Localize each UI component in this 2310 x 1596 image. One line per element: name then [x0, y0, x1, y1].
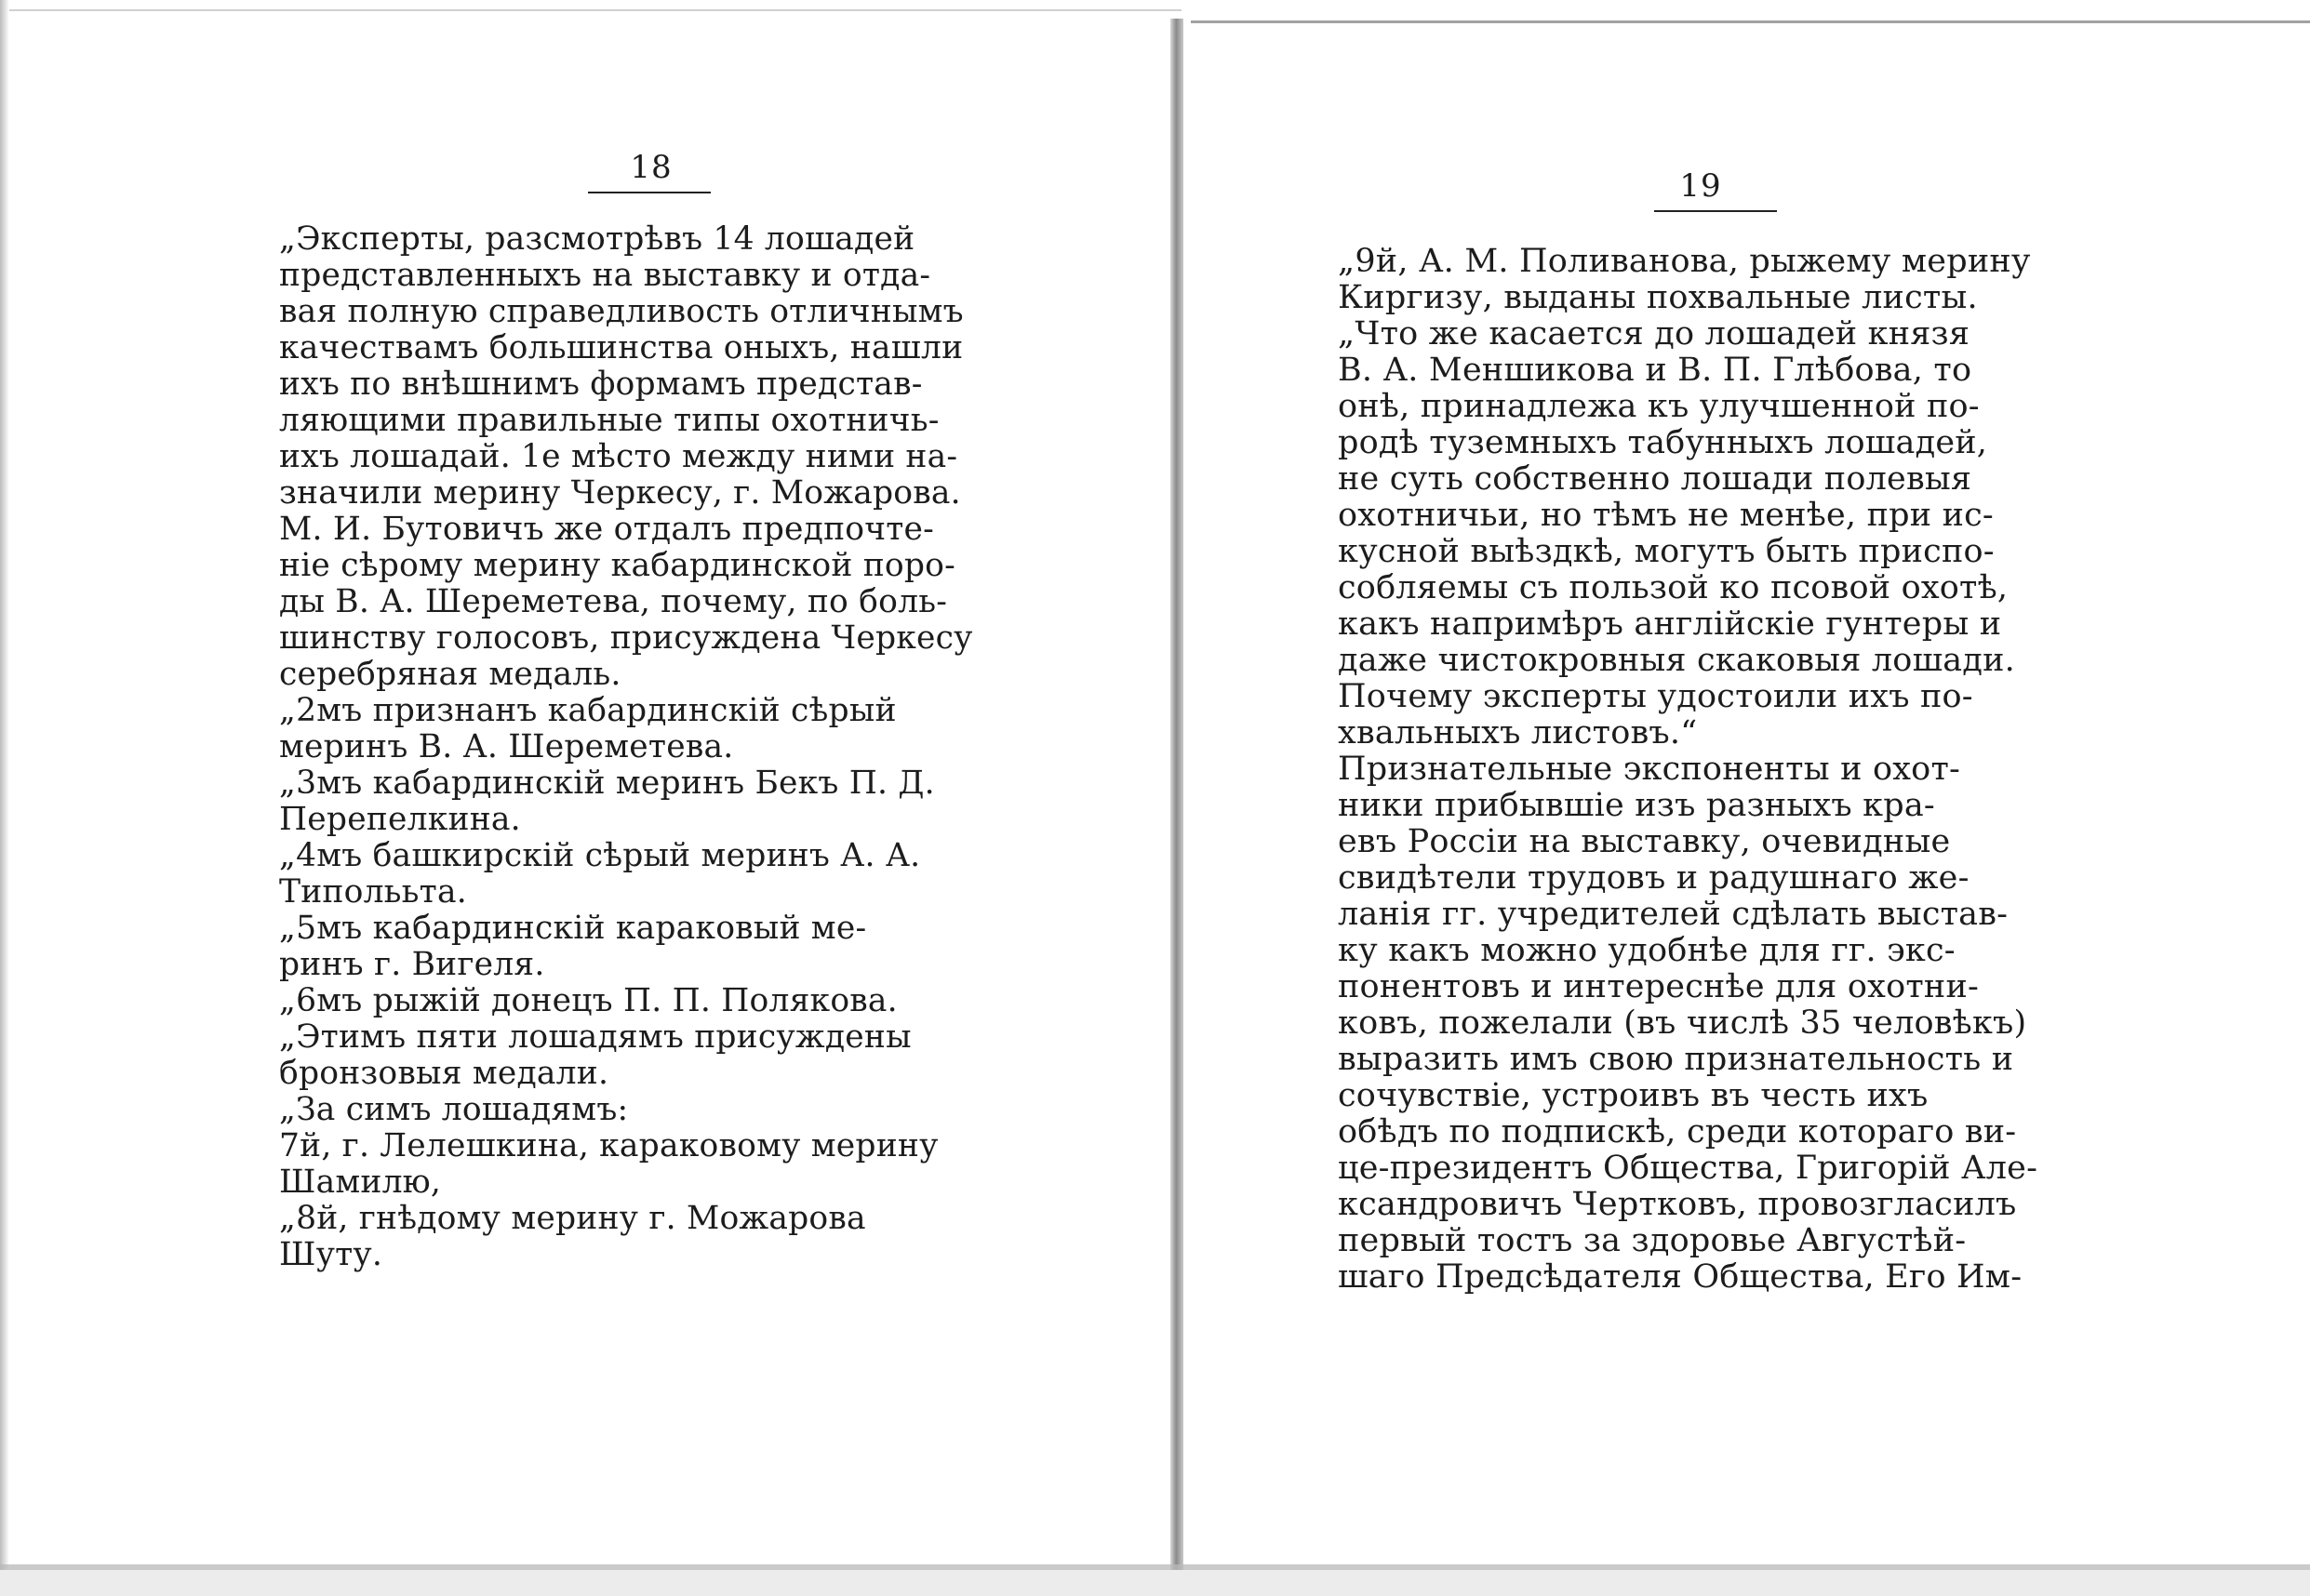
- text-line: меринъ В. А. Шереметева.: [279, 729, 734, 765]
- text-line: ляющими правильные типы охотничь-: [279, 403, 940, 439]
- text-line: хвальныхъ листовъ.“: [1338, 715, 1698, 751]
- text-line: „5мъ кабардинскій караковый ме-: [279, 911, 867, 947]
- text-line: „8й, гнѣдому мерину г. Можарова: [279, 1201, 866, 1237]
- text-line: „Этимъ пяти лошадямъ присуждены: [279, 1019, 912, 1056]
- text-line: онѣ, принадлежа къ улучшенной по-: [1338, 389, 1980, 425]
- text-line: Признательные экспоненты и охот-: [1338, 751, 1961, 788]
- text-line: „3мъ кабардинскій меринъ Бекъ П. Д.: [279, 765, 935, 802]
- text-line: качествамъ большинства оныхъ, нашли: [279, 330, 964, 366]
- scanner-bed: [0, 1570, 2310, 1596]
- text-line: М. И. Бутовичъ же отдалъ предпочте-: [279, 512, 935, 548]
- top-edge-left: [0, 9, 1182, 11]
- right-page-text: [1338, 244, 2082, 1296]
- text-line: ихъ лошадай. 1е мѣсто между ними на-: [279, 439, 958, 475]
- text-line: В. А. Меншикова и В. П. Глѣбова, то: [1338, 352, 1972, 389]
- text-line: ланія гг. учредителей сдѣлать выстав-: [1338, 897, 2009, 933]
- left-page-number: 18: [630, 149, 673, 186]
- text-line: ды В. А. Шереметева, почему, по боль-: [279, 584, 948, 620]
- text-line: ку какъ можно удобнѣе для гг. экс-: [1338, 933, 1956, 969]
- text-line: ніе сѣрому мерину кабардинской поро-: [279, 548, 955, 584]
- text-line: выразить имъ свою признательность и: [1338, 1042, 2014, 1078]
- text-line: свидѣтели трудовъ и радушнаго же-: [1338, 860, 1970, 897]
- text-line: понентовъ и интереснѣе для охотни-: [1338, 969, 1979, 1005]
- book-gutter: [1170, 19, 1183, 1581]
- text-line: ники прибывшіе изъ разныхъ кра-: [1338, 788, 1935, 824]
- text-line: Шамилю,: [279, 1164, 442, 1201]
- text-line: шаго Предсѣдателя Общества, Его Им-: [1338, 1259, 2023, 1296]
- text-line: шинству голосовъ, присуждена Черкесу: [279, 620, 973, 657]
- text-line: представленныхъ на выставку и отда-: [279, 258, 931, 294]
- text-line: „За симъ лошадямъ:: [279, 1092, 629, 1128]
- text-line: „2мъ признанъ кабардинскій сѣрый: [279, 693, 897, 729]
- left-page-number-rule: [588, 192, 711, 193]
- left-edge-shadow: [0, 0, 9, 1596]
- text-line: какъ напримѣръ англійскіе гунтеры и: [1338, 606, 2002, 643]
- text-line: значили мерину Черкесу, г. Можарова.: [279, 475, 961, 512]
- text-line: „Что же касается до лошадей князя: [1338, 316, 1970, 352]
- text-line: собляемы съ пользой ко псовой охотѣ,: [1338, 570, 2009, 606]
- text-line: охотничьи, но тѣмъ не менѣе, при ис-: [1338, 498, 1994, 534]
- text-line: 7й, г. Лелешкина, караковому мерину: [279, 1128, 939, 1164]
- text-line: Шуту.: [279, 1237, 383, 1273]
- text-line: сочувствіе, устроивъ въ честь ихъ: [1338, 1078, 1929, 1114]
- text-line: ринъ г. Вигеля.: [279, 947, 545, 983]
- text-line: Перепелкина.: [279, 802, 521, 838]
- top-edge-right: [1191, 20, 2310, 23]
- text-line: первый тостъ за здоровье Августѣй-: [1338, 1223, 1967, 1259]
- text-line: ксандровичъ Чертковъ, провозгласилъ: [1338, 1187, 2017, 1223]
- text-line: вая полную справедливость отличнымъ: [279, 294, 964, 330]
- text-line: родѣ туземныхъ табунныхъ лошадей,: [1338, 425, 1988, 461]
- text-line: бронзовыя медали.: [279, 1056, 609, 1092]
- text-line: „Эксперты, разсмотрѣвъ 14 лошадей: [279, 221, 915, 258]
- text-line: Почему эксперты удостоили ихъ по-: [1338, 679, 1973, 715]
- text-line: „6мъ рыжій донецъ П. П. Полякова.: [279, 983, 898, 1019]
- right-page-number-rule: [1654, 210, 1777, 212]
- text-line: ковъ, пожелали (въ числѣ 35 человѣкъ): [1338, 1005, 2027, 1042]
- text-line: не суть собственно лошади полевыя: [1338, 461, 1972, 498]
- text-line: це-президентъ Общества, Григорій Але-: [1338, 1150, 2038, 1187]
- text-line: кусной выѣздкѣ, могутъ быть приспо-: [1338, 534, 1995, 570]
- text-line: серебряная медаль.: [279, 657, 621, 693]
- text-line: Киргизу, выданы похвальные листы.: [1338, 280, 1978, 316]
- text-line: даже чистокровныя скаковыя лошади.: [1338, 643, 2015, 679]
- left-page-text: [279, 221, 1023, 1273]
- text-line: обѣдъ по подпискѣ, среди котораго ви-: [1338, 1114, 2017, 1150]
- text-line: „4мъ башкирскій сѣрый меринъ А. А.: [279, 838, 921, 874]
- text-line: евъ Россіи на выставку, очевидные: [1338, 824, 1951, 860]
- text-line: Типолььта.: [279, 874, 467, 911]
- right-page-number: 19: [1679, 167, 1722, 205]
- text-line: ихъ по внѣшнимъ формамъ представ-: [279, 366, 923, 403]
- text-line: „9й, А. М. Поливанова, рыжему мерину: [1338, 244, 2031, 280]
